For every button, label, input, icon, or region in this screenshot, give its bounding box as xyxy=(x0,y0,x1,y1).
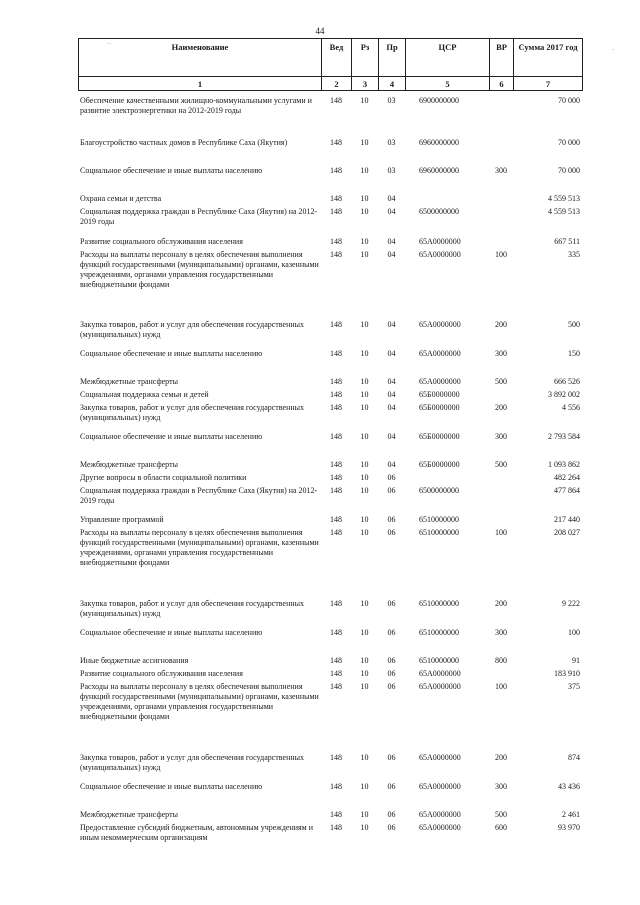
row-vr: 200 xyxy=(495,320,507,329)
header-number: 7 xyxy=(514,77,583,91)
row-sum: 3 892 002 xyxy=(548,390,580,399)
header-number: 3 xyxy=(352,77,379,91)
row-rz: 10 xyxy=(360,682,369,691)
header-number: 2 xyxy=(322,77,352,91)
row-csr: 65А0000000 xyxy=(419,237,461,246)
row-vr: 500 xyxy=(495,460,507,469)
row-name: Расходы на выплаты персоналу в целях обеспечения выполнения функций государственными (муниципальными) органами, казенными учреждениями, органами управления государственными внебюджетными фондами xyxy=(80,528,319,567)
row-vr: 300 xyxy=(495,432,507,441)
row-rz: 10 xyxy=(360,782,369,791)
row-vr: 500 xyxy=(495,377,507,386)
row-ved: 148 xyxy=(330,403,342,412)
row-rz: 10 xyxy=(360,207,369,216)
row-rz: 10 xyxy=(360,669,369,678)
row-pr: 04 xyxy=(387,349,396,358)
row-csr: 65А0000000 xyxy=(419,682,461,691)
row-name: Благоустройство частных домов в Республике Саха (Якутия) xyxy=(80,138,288,147)
row-rz: 10 xyxy=(360,810,369,819)
row-csr: 65А0000000 xyxy=(419,753,461,762)
row-rz: 10 xyxy=(360,528,369,537)
row-sum: 2 793 584 xyxy=(548,432,580,441)
header-rz: Рз xyxy=(352,39,379,77)
row-ved: 148 xyxy=(330,237,342,246)
header-number: 4 xyxy=(379,77,406,91)
row-pr: 06 xyxy=(387,782,396,791)
row-ved: 148 xyxy=(330,207,342,216)
row-name: Межбюджетные трансферты xyxy=(80,810,178,819)
row-sum: 4 559 513 xyxy=(548,194,580,203)
row-ved: 148 xyxy=(330,194,342,203)
row-csr: 65А0000000 xyxy=(419,669,461,678)
row-csr: 65А0000000 xyxy=(419,349,461,358)
row-ved: 148 xyxy=(330,96,342,105)
row-sum: 375 xyxy=(568,682,580,691)
row-rz: 10 xyxy=(360,432,369,441)
row-ved: 148 xyxy=(330,473,342,482)
page-number: 44 xyxy=(315,26,325,36)
row-sum: 70 000 xyxy=(558,166,580,175)
row-name: Охрана семьи и детства xyxy=(80,194,162,203)
row-rz: 10 xyxy=(360,656,369,665)
row-ved: 148 xyxy=(330,599,342,608)
header-titles-row xyxy=(79,39,583,77)
row-ved: 148 xyxy=(330,390,342,399)
scan-mark: · xyxy=(612,46,615,54)
row-rz: 10 xyxy=(360,166,369,175)
row-pr: 06 xyxy=(387,628,396,637)
row-sum: 667 511 xyxy=(554,237,580,246)
row-sum: 217 440 xyxy=(554,515,580,524)
row-pr: 06 xyxy=(387,753,396,762)
row-name: Закупка товаров, работ и услуг для обеспечения государственных (муниципальных) нужд xyxy=(80,599,305,618)
row-vr: 300 xyxy=(495,628,507,637)
row-name: Социальное обеспечение и иные выплаты населению xyxy=(80,628,263,637)
row-name: Социальное обеспечение и иные выплаты населению xyxy=(80,432,263,441)
row-sum: 208 027 xyxy=(554,528,580,537)
row-sum: 874 xyxy=(568,753,580,762)
row-name: Закупка товаров, работ и услуг для обеспечения государственных (муниципальных) нужд xyxy=(80,320,305,339)
row-ved: 148 xyxy=(330,810,342,819)
row-sum: 500 xyxy=(568,320,580,329)
row-name: Социальная поддержка граждан в Республике Саха (Якутия) на 2012-2019 годы xyxy=(80,207,318,226)
row-csr: 6900000000 xyxy=(419,96,459,105)
row-pr: 06 xyxy=(387,810,396,819)
row-ved: 148 xyxy=(330,138,342,147)
row-ved: 148 xyxy=(330,669,342,678)
row-sum: 482 264 xyxy=(554,473,580,482)
row-name: Расходы на выплаты персоналу в целях обеспечения выполнения функций государственными (муниципальными) органами, казенными учреждениями, органами управления государственными внебюджетными фондами xyxy=(80,250,319,289)
row-name: Закупка товаров, работ и услуг для обеспечения государственных (муниципальных) нужд xyxy=(80,753,305,772)
row-ved: 148 xyxy=(330,320,342,329)
row-rz: 10 xyxy=(360,250,369,259)
row-rz: 10 xyxy=(360,460,369,469)
row-ved: 148 xyxy=(330,250,342,259)
row-rz: 10 xyxy=(360,349,369,358)
row-pr: 04 xyxy=(387,390,396,399)
row-vr: 100 xyxy=(495,250,507,259)
row-rz: 10 xyxy=(360,823,369,832)
row-pr: 06 xyxy=(387,823,396,832)
row-name: Социальное обеспечение и иные выплаты населению xyxy=(80,349,263,358)
row-csr: 65А0000000 xyxy=(419,250,461,259)
row-pr: 04 xyxy=(387,207,396,216)
row-csr: 6960000000 xyxy=(419,166,459,175)
row-pr: 04 xyxy=(387,237,396,246)
row-csr: 65А0000000 xyxy=(419,320,461,329)
row-ved: 148 xyxy=(330,682,342,691)
row-ved: 148 xyxy=(330,823,342,832)
row-vr: 200 xyxy=(495,403,507,412)
row-ved: 148 xyxy=(330,753,342,762)
row-pr: 06 xyxy=(387,486,396,495)
row-sum: 70 000 xyxy=(558,96,580,105)
header-sum: Сумма 2017 год xyxy=(514,39,583,77)
row-csr: 6510000000 xyxy=(419,656,459,665)
row-rz: 10 xyxy=(360,753,369,762)
header-name: Наименование xyxy=(79,39,322,77)
header-ved: Вед xyxy=(322,39,352,77)
header-number: 1 xyxy=(79,77,322,91)
row-csr: 65А0000000 xyxy=(419,782,461,791)
row-rz: 10 xyxy=(360,599,369,608)
row-pr: 04 xyxy=(387,377,396,386)
header-csr: ЦСР xyxy=(406,39,490,77)
row-pr: 06 xyxy=(387,669,396,678)
row-ved: 148 xyxy=(330,377,342,386)
row-rz: 10 xyxy=(360,486,369,495)
row-pr: 04 xyxy=(387,194,396,203)
row-rz: 10 xyxy=(360,377,369,386)
row-ved: 148 xyxy=(330,628,342,637)
row-rz: 10 xyxy=(360,237,369,246)
row-rz: 10 xyxy=(360,320,369,329)
row-sum: 1 093 862 xyxy=(548,460,580,469)
row-ved: 148 xyxy=(330,528,342,537)
row-rz: 10 xyxy=(360,194,369,203)
row-sum: 93 970 xyxy=(558,823,580,832)
row-rz: 10 xyxy=(360,96,369,105)
row-name: Социальная поддержка семьи и детей xyxy=(80,390,209,399)
row-vr: 100 xyxy=(495,682,507,691)
row-pr: 03 xyxy=(387,166,396,175)
row-rz: 10 xyxy=(360,390,369,399)
row-rz: 10 xyxy=(360,138,369,147)
row-csr: 6510000000 xyxy=(419,628,459,637)
row-sum: 183 910 xyxy=(554,669,580,678)
row-csr: 6510000000 xyxy=(419,599,459,608)
header-number: 5 xyxy=(406,77,490,91)
row-name: Межбюджетные трансферты xyxy=(80,460,178,469)
row-name: Закупка товаров, работ и услуг для обеспечения государственных (муниципальных) нужд xyxy=(80,403,305,422)
row-ved: 148 xyxy=(330,166,342,175)
row-pr: 04 xyxy=(387,403,396,412)
row-pr: 06 xyxy=(387,473,396,482)
row-name: Управление программой xyxy=(80,515,164,524)
row-name: Социальная поддержка граждан в Республике Саха (Якутия) на 2012-2019 годы xyxy=(80,486,318,505)
row-sum: 335 xyxy=(568,250,580,259)
row-csr: 65А0000000 xyxy=(419,377,461,386)
row-sum: 100 xyxy=(568,628,580,637)
row-pr: 06 xyxy=(387,599,396,608)
row-csr: 65А0000000 xyxy=(419,823,461,832)
row-name: Развитие социального обслуживания населения xyxy=(80,237,243,246)
row-sum: 70 000 xyxy=(558,138,580,147)
row-pr: 03 xyxy=(387,96,396,105)
row-rz: 10 xyxy=(360,515,369,524)
row-csr: 6510000000 xyxy=(419,528,459,537)
row-name: Обеспечение качественными жилищно-коммунальными услугами и развитие электроэнергетики на 2012-2019 годы xyxy=(80,96,312,115)
row-pr: 04 xyxy=(387,460,396,469)
row-csr: 65Б0000000 xyxy=(419,460,460,469)
row-vr: 200 xyxy=(495,753,507,762)
row-ved: 148 xyxy=(330,460,342,469)
row-sum: 2 461 xyxy=(562,810,580,819)
row-pr: 06 xyxy=(387,528,396,537)
row-rz: 10 xyxy=(360,473,369,482)
row-name: Межбюджетные трансферты xyxy=(80,377,178,386)
row-pr: 04 xyxy=(387,320,396,329)
row-sum: 43 436 xyxy=(558,782,580,791)
row-sum: 477 864 xyxy=(554,486,580,495)
row-name: Развитие социального обслуживания населения xyxy=(80,669,243,678)
row-csr: 65Б0000000 xyxy=(419,403,460,412)
row-csr: 65А0000000 xyxy=(419,810,461,819)
row-ved: 148 xyxy=(330,432,342,441)
row-name: Расходы на выплаты персоналу в целях обеспечения выполнения функций государственными (муниципальными) органами, казенными учреждениями, органами управления государственными внебюджетными фондами xyxy=(80,682,319,721)
row-ved: 148 xyxy=(330,486,342,495)
row-pr: 03 xyxy=(387,138,396,147)
header-vr: ВР xyxy=(490,39,514,77)
row-sum: 150 xyxy=(568,349,580,358)
row-ved: 148 xyxy=(330,515,342,524)
row-pr: 04 xyxy=(387,250,396,259)
row-sum: 91 xyxy=(572,656,580,665)
header-pr: Пр xyxy=(379,39,406,77)
row-vr: 300 xyxy=(495,782,507,791)
row-name: Социальное обеспечение и иные выплаты населению xyxy=(80,166,263,175)
row-pr: 06 xyxy=(387,656,396,665)
row-sum: 666 526 xyxy=(554,377,580,386)
scan-mark: ‾‾ xyxy=(107,44,111,50)
row-name: Иные бюджетные ассигнования xyxy=(80,656,189,665)
row-ved: 148 xyxy=(330,349,342,358)
row-vr: 500 xyxy=(495,810,507,819)
row-vr: 600 xyxy=(495,823,507,832)
row-vr: 300 xyxy=(495,349,507,358)
row-vr: 800 xyxy=(495,656,507,665)
row-rz: 10 xyxy=(360,628,369,637)
row-vr: 100 xyxy=(495,528,507,537)
row-csr: 65Б0000000 xyxy=(419,390,460,399)
row-csr: 6510000000 xyxy=(419,515,459,524)
row-sum: 9 222 xyxy=(562,599,580,608)
row-pr: 04 xyxy=(387,432,396,441)
header-number: 6 xyxy=(490,77,514,91)
row-csr: 6500000000 xyxy=(419,486,459,495)
row-vr: 300 xyxy=(495,166,507,175)
row-ved: 148 xyxy=(330,782,342,791)
row-pr: 06 xyxy=(387,682,396,691)
table-header xyxy=(78,38,583,91)
row-ved: 148 xyxy=(330,656,342,665)
row-rz: 10 xyxy=(360,403,369,412)
row-csr: 6500000000 xyxy=(419,207,459,216)
header-numbers-row xyxy=(79,77,583,91)
row-vr: 200 xyxy=(495,599,507,608)
row-csr: 65Б0000000 xyxy=(419,432,460,441)
row-csr: 6960000000 xyxy=(419,138,459,147)
row-pr: 06 xyxy=(387,515,396,524)
row-name: Другие вопросы в области социальной политики xyxy=(80,473,247,482)
row-name: Предоставление субсидий бюджетным, автономным учреждениям и иным некоммерческим организациям xyxy=(80,823,314,842)
row-name: Социальное обеспечение и иные выплаты населению xyxy=(80,782,263,791)
row-sum: 4 559 513 xyxy=(548,207,580,216)
row-sum: 4 556 xyxy=(562,403,580,412)
